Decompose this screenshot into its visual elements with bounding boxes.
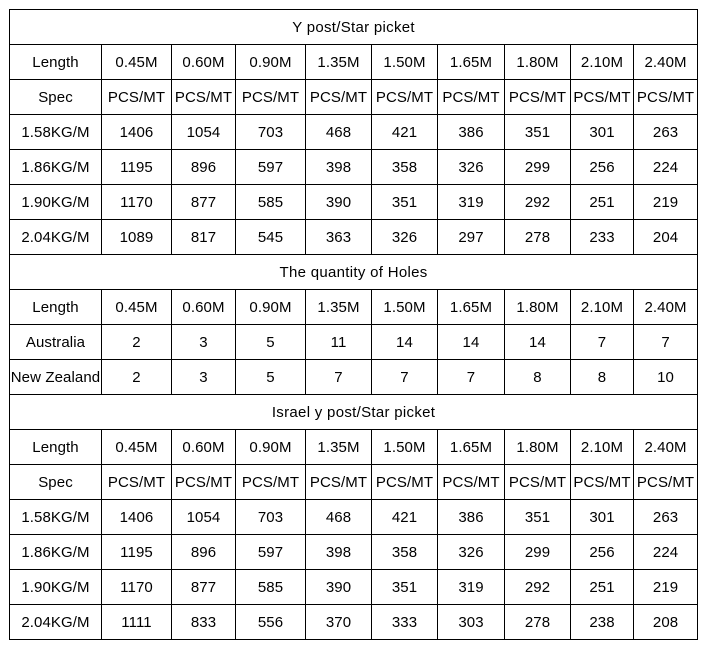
table-cell: 386: [438, 500, 505, 535]
row-label: Length: [10, 290, 102, 325]
row-label: New Zealand: [10, 360, 102, 395]
table-cell: 468: [306, 115, 372, 150]
table-cell: 386: [438, 115, 505, 150]
table-cell: PCS/MT: [306, 80, 372, 115]
table-cell: 0.45M: [102, 430, 172, 465]
table-cell: 301: [571, 115, 634, 150]
table-cell: 556: [236, 605, 306, 640]
table-cell: 333: [372, 605, 438, 640]
table-row: [10, 80, 698, 115]
table-cell: 1089: [102, 220, 172, 255]
table-cell: 1170: [102, 185, 172, 220]
table-cell: PCS/MT: [372, 80, 438, 115]
table-cell: 597: [236, 535, 306, 570]
row-label: Spec: [10, 465, 102, 500]
table-cell: PCS/MT: [102, 80, 172, 115]
table-cell: 303: [438, 605, 505, 640]
table-cell: 0.45M: [102, 45, 172, 80]
table-cell: 1111: [102, 605, 172, 640]
table-cell: 1.80M: [505, 290, 571, 325]
table-cell: 0.60M: [172, 430, 236, 465]
table-cell: 1195: [102, 150, 172, 185]
table-cell: PCS/MT: [634, 80, 698, 115]
table-cell: 1054: [172, 500, 236, 535]
table-cell: 1.65M: [438, 290, 505, 325]
table-cell: 233: [571, 220, 634, 255]
table-row: [10, 535, 698, 570]
table-row: [10, 430, 698, 465]
table-cell: 2.10M: [571, 290, 634, 325]
spec-sheet: [9, 9, 697, 638]
table-row: [10, 500, 698, 535]
table-cell: 1406: [102, 500, 172, 535]
table-cell: 224: [634, 535, 698, 570]
row-label: 1.90KG/M: [10, 185, 102, 220]
section-title-row: [10, 395, 698, 430]
table-cell: 1.35M: [306, 45, 372, 80]
table-cell: 3: [172, 325, 236, 360]
row-label: Length: [10, 45, 102, 80]
table-cell: 358: [372, 535, 438, 570]
table-cell: 7: [571, 325, 634, 360]
table-cell: 224: [634, 150, 698, 185]
table-cell: 421: [372, 115, 438, 150]
table-cell: 703: [236, 115, 306, 150]
table-cell: 251: [571, 185, 634, 220]
table-cell: PCS/MT: [438, 465, 505, 500]
row-label: Spec: [10, 80, 102, 115]
table-cell: 278: [505, 220, 571, 255]
table-cell: 703: [236, 500, 306, 535]
table-cell: 0.90M: [236, 45, 306, 80]
table-cell: 2: [102, 325, 172, 360]
table-cell: 14: [372, 325, 438, 360]
table-cell: 0.90M: [236, 290, 306, 325]
row-label: 1.58KG/M: [10, 115, 102, 150]
table-cell: 256: [571, 535, 634, 570]
table-row: [10, 45, 698, 80]
table-cell: PCS/MT: [505, 465, 571, 500]
table-cell: 0.45M: [102, 290, 172, 325]
table-cell: 2.40M: [634, 290, 698, 325]
table-cell: 0.60M: [172, 290, 236, 325]
table-cell: 278: [505, 605, 571, 640]
table-cell: 877: [172, 570, 236, 605]
row-label: 2.04KG/M: [10, 220, 102, 255]
table-cell: PCS/MT: [236, 465, 306, 500]
table-cell: 1.80M: [505, 45, 571, 80]
table-cell: PCS/MT: [438, 80, 505, 115]
table-cell: 585: [236, 185, 306, 220]
row-label: 1.86KG/M: [10, 535, 102, 570]
table-cell: 0.90M: [236, 430, 306, 465]
table-cell: 585: [236, 570, 306, 605]
table-cell: 1406: [102, 115, 172, 150]
table-cell: PCS/MT: [102, 465, 172, 500]
table-row: [10, 220, 698, 255]
table-cell: 219: [634, 185, 698, 220]
table-cell: 7: [306, 360, 372, 395]
table-row: [10, 150, 698, 185]
table-cell: 319: [438, 185, 505, 220]
table-cell: 421: [372, 500, 438, 535]
table-cell: 319: [438, 570, 505, 605]
table-cell: 833: [172, 605, 236, 640]
table-cell: 292: [505, 185, 571, 220]
table-cell: 251: [571, 570, 634, 605]
table-cell: 1.50M: [372, 430, 438, 465]
table-cell: 301: [571, 500, 634, 535]
table-cell: 8: [571, 360, 634, 395]
table-cell: 5: [236, 325, 306, 360]
table-cell: 14: [505, 325, 571, 360]
table-cell: 263: [634, 500, 698, 535]
table-cell: 263: [634, 115, 698, 150]
section-title: Y post/Star picket: [10, 10, 698, 45]
table-cell: 398: [306, 150, 372, 185]
table-cell: 0.60M: [172, 45, 236, 80]
table-row: [10, 325, 698, 360]
table-cell: 1.50M: [372, 45, 438, 80]
table-cell: 390: [306, 570, 372, 605]
section-title: The quantity of Holes: [10, 255, 698, 290]
table-cell: 219: [634, 570, 698, 605]
table-cell: 299: [505, 150, 571, 185]
table-cell: 2.10M: [571, 430, 634, 465]
row-label: Australia: [10, 325, 102, 360]
table-cell: 2.10M: [571, 45, 634, 80]
table-cell: 1.35M: [306, 430, 372, 465]
table-cell: 1.80M: [505, 430, 571, 465]
table-cell: PCS/MT: [505, 80, 571, 115]
table-cell: 5: [236, 360, 306, 395]
table-cell: PCS/MT: [236, 80, 306, 115]
table-cell: 10: [634, 360, 698, 395]
table-cell: 1.65M: [438, 430, 505, 465]
row-label: Length: [10, 430, 102, 465]
row-label: 2.04KG/M: [10, 605, 102, 640]
table-cell: 545: [236, 220, 306, 255]
table-cell: 597: [236, 150, 306, 185]
table-cell: 1.65M: [438, 45, 505, 80]
table-row: [10, 115, 698, 150]
table-cell: 351: [372, 570, 438, 605]
table-cell: 2: [102, 360, 172, 395]
table-cell: 351: [372, 185, 438, 220]
row-label: 1.90KG/M: [10, 570, 102, 605]
table-cell: 370: [306, 605, 372, 640]
table-cell: 1170: [102, 570, 172, 605]
table-cell: 326: [438, 150, 505, 185]
table-cell: PCS/MT: [172, 80, 236, 115]
table-cell: PCS/MT: [571, 465, 634, 500]
row-label: 1.86KG/M: [10, 150, 102, 185]
table-cell: 208: [634, 605, 698, 640]
table-row: [10, 290, 698, 325]
table-cell: 299: [505, 535, 571, 570]
table-cell: 877: [172, 185, 236, 220]
table-row: [10, 360, 698, 395]
table-cell: 256: [571, 150, 634, 185]
table-row: [10, 605, 698, 640]
table-cell: 398: [306, 535, 372, 570]
table-cell: 351: [505, 115, 571, 150]
table-body: [10, 10, 698, 640]
table-cell: 326: [438, 535, 505, 570]
table-cell: 468: [306, 500, 372, 535]
table-cell: 1054: [172, 115, 236, 150]
table-cell: 8: [505, 360, 571, 395]
table-cell: 896: [172, 150, 236, 185]
table-cell: PCS/MT: [634, 465, 698, 500]
table-cell: 2.40M: [634, 430, 698, 465]
table-cell: 817: [172, 220, 236, 255]
table-cell: 358: [372, 150, 438, 185]
table-cell: 204: [634, 220, 698, 255]
table-cell: PCS/MT: [306, 465, 372, 500]
table-cell: 11: [306, 325, 372, 360]
table-cell: 7: [634, 325, 698, 360]
table-row: [10, 185, 698, 220]
section-title: Israel y post/Star picket: [10, 395, 698, 430]
table-cell: 1195: [102, 535, 172, 570]
table-cell: 7: [372, 360, 438, 395]
picket-spec-table: [9, 9, 698, 640]
table-row: [10, 465, 698, 500]
table-cell: PCS/MT: [571, 80, 634, 115]
table-cell: 238: [571, 605, 634, 640]
section-title-row: [10, 255, 698, 290]
table-cell: 297: [438, 220, 505, 255]
section-title-row: [10, 10, 698, 45]
table-cell: 351: [505, 500, 571, 535]
table-cell: 3: [172, 360, 236, 395]
row-label: 1.58KG/M: [10, 500, 102, 535]
table-cell: 363: [306, 220, 372, 255]
table-cell: 1.35M: [306, 290, 372, 325]
table-cell: 1.50M: [372, 290, 438, 325]
table-cell: 14: [438, 325, 505, 360]
table-cell: 896: [172, 535, 236, 570]
table-cell: 7: [438, 360, 505, 395]
table-cell: PCS/MT: [172, 465, 236, 500]
table-cell: PCS/MT: [372, 465, 438, 500]
table-row: [10, 570, 698, 605]
table-cell: 326: [372, 220, 438, 255]
table-cell: 292: [505, 570, 571, 605]
table-cell: 390: [306, 185, 372, 220]
table-cell: 2.40M: [634, 45, 698, 80]
